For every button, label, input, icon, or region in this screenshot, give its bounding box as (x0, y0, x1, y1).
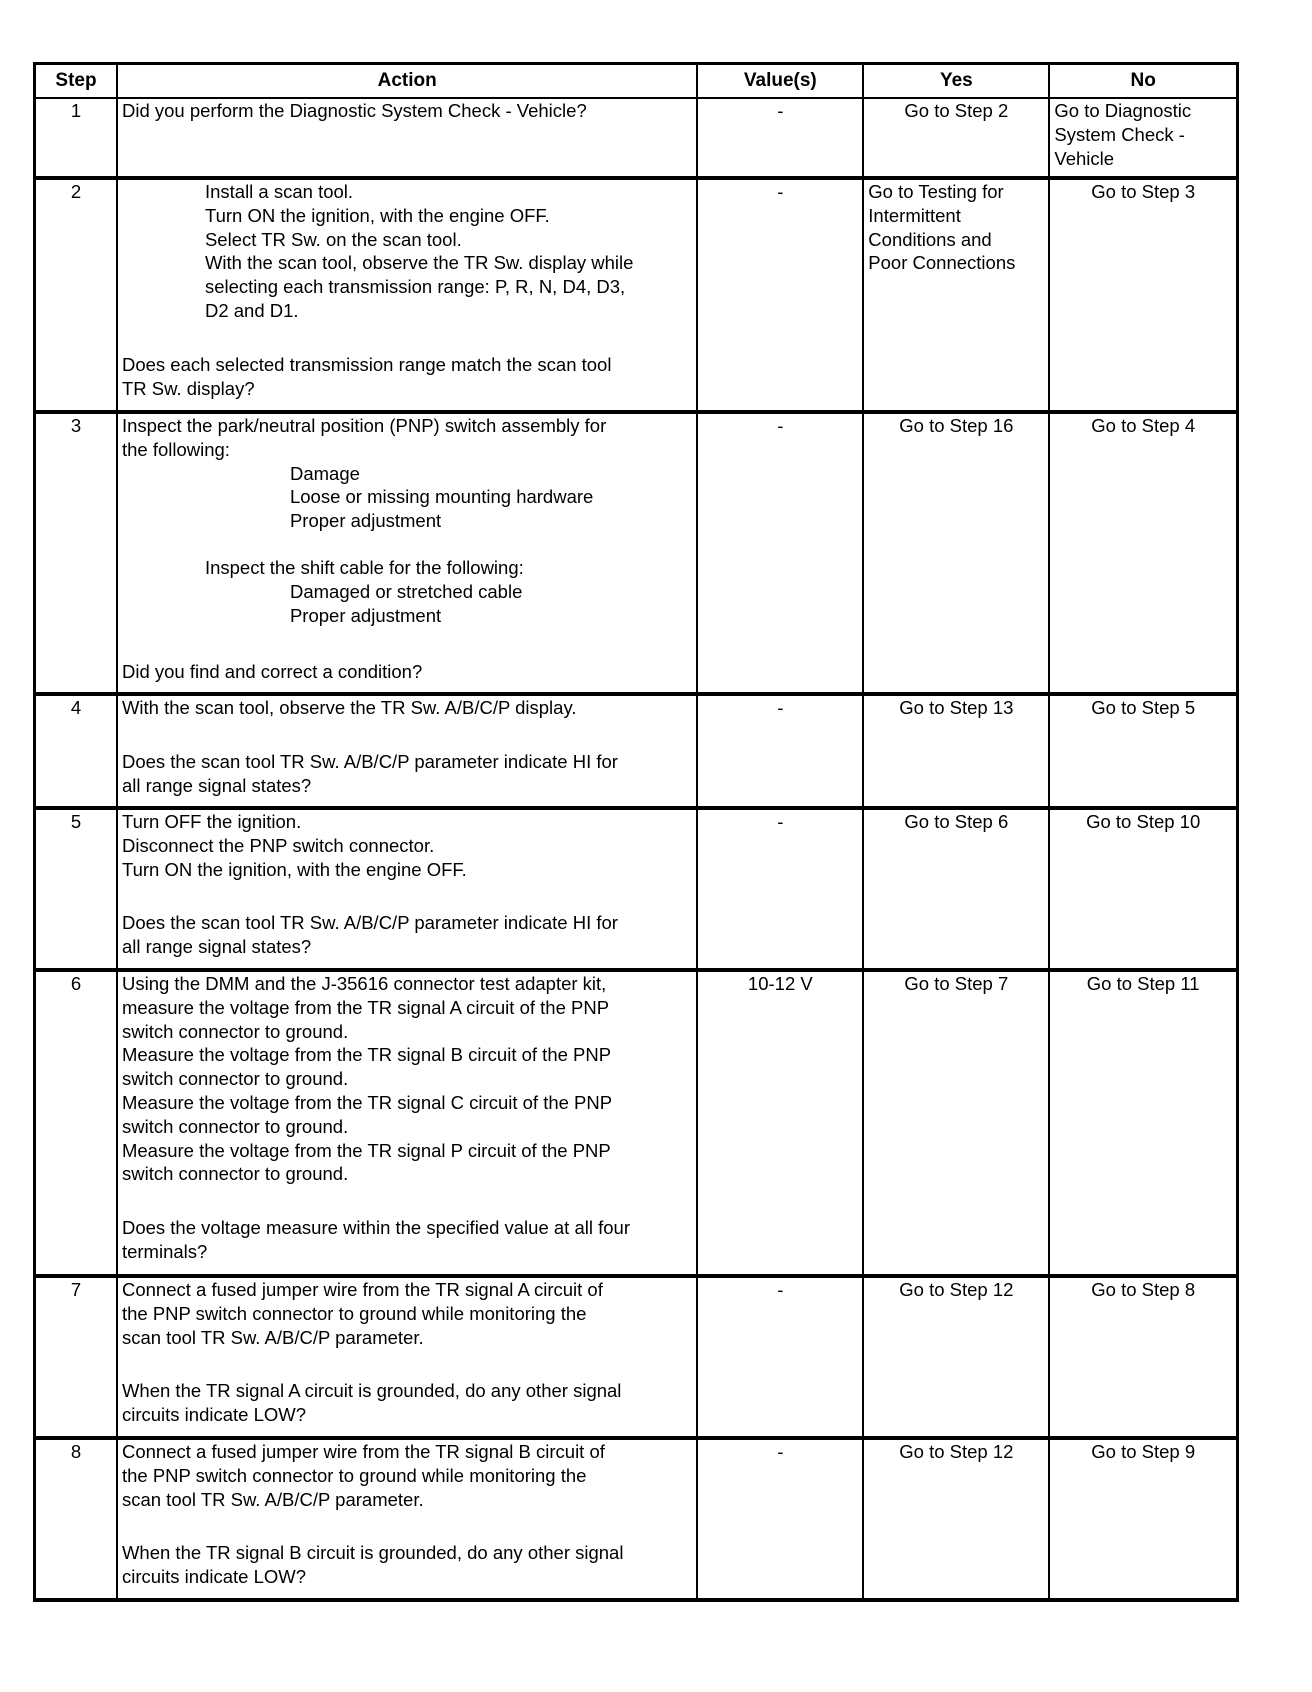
question-text: terminals? (121, 1240, 208, 1262)
yes-cell: Go to Step 2 (863, 98, 1049, 178)
question-text: When the TR signal B circuit is grounded, do any other signal (121, 1542, 624, 1564)
action-cell (117, 1276, 697, 1438)
action-text: Measure the voltage from the TR signal B circuit of the PNP (121, 1044, 612, 1066)
diagnostic-steps-table (33, 62, 1239, 1602)
header-values: Value(s) (697, 64, 863, 99)
value-cell: - (697, 98, 863, 178)
action-cell (117, 694, 697, 808)
value-cell: - (697, 1276, 863, 1438)
no-text: System Check - (1054, 123, 1185, 145)
yes-cell: Go to Step 12 (863, 1276, 1049, 1438)
yes-text: Conditions and (868, 228, 992, 250)
value-cell: 10-12 V (697, 970, 863, 1276)
action-text: Select TR Sw. on the scan tool. (204, 228, 462, 250)
header-yes: Yes (863, 64, 1049, 99)
yes-cell: Go to Step 7 (863, 970, 1049, 1276)
action-text: switch connector to ground. (121, 1115, 349, 1137)
table-row (35, 694, 1238, 808)
action-list-item: Proper adjustment (289, 604, 442, 626)
action-cell (117, 98, 697, 178)
action-text: Inspect the park/neutral position (PNP) switch assembly for (121, 415, 607, 436)
table-row (35, 1438, 1238, 1600)
no-cell: Go to Step 3 (1049, 178, 1237, 412)
action-list-item: Damaged or stretched cable (289, 580, 523, 602)
question-text: circuits indicate LOW? (121, 1404, 307, 1426)
action-text: Turn ON the ignition, with the engine OFF. (204, 204, 550, 226)
action-text: the PNP switch connector to ground while monitoring the (121, 1302, 587, 1324)
table-row (35, 970, 1238, 1276)
action-text: Inspect the shift cable for the following: (204, 556, 524, 578)
action-cell (117, 808, 697, 970)
yes-cell: Go to Step 6 (863, 808, 1049, 970)
question-text: all range signal states? (121, 936, 312, 958)
action-text: Measure the voltage from the TR signal P circuit of the PNP (121, 1139, 611, 1161)
action-list-item: Loose or missing mounting hardware (289, 486, 594, 508)
value-cell: - (697, 178, 863, 412)
action-text: selecting each transmission range: P, R, N, D4, D3, (204, 276, 626, 298)
no-cell: Go to Step 8 (1049, 1276, 1237, 1438)
action-text: Did you perform the Diagnostic System Check - Vehicle? (121, 100, 587, 121)
table-row (35, 178, 1238, 412)
action-text: switch connector to ground. (121, 1020, 349, 1042)
no-text: Vehicle (1054, 147, 1115, 169)
action-text: Connect a fused jumper wire from the TR signal B circuit of (121, 1441, 605, 1462)
header-no: No (1049, 64, 1237, 99)
yes-cell: Go to Step 16 (863, 412, 1049, 694)
value-cell: - (697, 694, 863, 808)
yes-cell: Go to Step 13 (863, 694, 1049, 808)
no-cell: Go to Step 11 (1049, 970, 1237, 1276)
action-text: Disconnect the PNP switch connector. (121, 834, 435, 856)
no-cell: Go to Step 5 (1049, 694, 1237, 808)
table-row (35, 1276, 1238, 1438)
table-row (35, 98, 1238, 178)
yes-cell (863, 178, 1049, 412)
action-text: Turn OFF the ignition. (121, 811, 302, 832)
question-text: TR Sw. display? (121, 377, 255, 399)
no-cell (1049, 98, 1237, 178)
step-number: 4 (35, 694, 117, 808)
question-text: Does the voltage measure within the specified value at all four (121, 1217, 630, 1239)
question-text: Does each selected transmission range match the scan tool (121, 353, 612, 375)
action-text: the following: (121, 438, 230, 460)
no-cell: Go to Step 9 (1049, 1438, 1237, 1600)
step-number: 6 (35, 970, 117, 1276)
step-number: 2 (35, 178, 117, 412)
header-step: Step (35, 64, 117, 99)
action-text: scan tool TR Sw. A/B/C/P parameter. (121, 1488, 424, 1510)
action-text: Using the DMM and the J-35616 connector test adapter kit, (121, 973, 607, 994)
yes-text: Poor Connections (868, 252, 1016, 274)
action-text: Turn ON the ignition, with the engine OFF. (121, 858, 467, 880)
no-cell: Go to Step 10 (1049, 808, 1237, 970)
action-list-item: Damage (289, 462, 360, 484)
question-text: Did you find and correct a condition? (121, 661, 423, 683)
step-number: 5 (35, 808, 117, 970)
action-text: measure the voltage from the TR signal A circuit of the PNP (121, 996, 610, 1018)
question-text: circuits indicate LOW? (121, 1566, 307, 1588)
step-number: 3 (35, 412, 117, 694)
action-cell (117, 970, 697, 1276)
table-row (35, 808, 1238, 970)
action-cell (117, 178, 697, 412)
action-text: D2 and D1. (204, 299, 299, 321)
no-text: Go to Diagnostic (1054, 100, 1192, 121)
header-row (35, 64, 1238, 99)
value-cell: - (697, 808, 863, 970)
action-text: Install a scan tool. (204, 181, 354, 202)
action-text: With the scan tool, observe the TR Sw. display while (204, 252, 634, 274)
yes-text: Intermittent (868, 204, 961, 226)
question-text: Does the scan tool TR Sw. A/B/C/P parameter indicate HI for (121, 750, 618, 772)
step-number: 7 (35, 1276, 117, 1438)
action-text: Measure the voltage from the TR signal C circuit of the PNP (121, 1091, 613, 1113)
action-text: switch connector to ground. (121, 1163, 349, 1185)
action-text: scan tool TR Sw. A/B/C/P parameter. (121, 1326, 424, 1348)
action-list-item: Proper adjustment (289, 510, 442, 532)
action-cell (117, 412, 697, 694)
yes-cell: Go to Step 12 (863, 1438, 1049, 1600)
question-text: all range signal states? (121, 774, 312, 796)
action-text: Connect a fused jumper wire from the TR signal A circuit of (121, 1279, 603, 1300)
yes-text: Go to Testing for (868, 181, 1004, 202)
question-text: Does the scan tool TR Sw. A/B/C/P parameter indicate HI for (121, 912, 618, 934)
action-text: the PNP switch connector to ground while monitoring the (121, 1464, 587, 1486)
header-action: Action (117, 64, 697, 99)
value-cell: - (697, 412, 863, 694)
value-cell: - (697, 1438, 863, 1600)
question-text: When the TR signal A circuit is grounded, do any other signal (121, 1380, 622, 1402)
action-cell (117, 1438, 697, 1600)
action-text: With the scan tool, observe the TR Sw. A/B/C/P display. (121, 697, 577, 718)
table-row (35, 412, 1238, 694)
step-number: 8 (35, 1438, 117, 1600)
step-number: 1 (35, 98, 117, 178)
no-cell: Go to Step 4 (1049, 412, 1237, 694)
action-text: switch connector to ground. (121, 1068, 349, 1090)
